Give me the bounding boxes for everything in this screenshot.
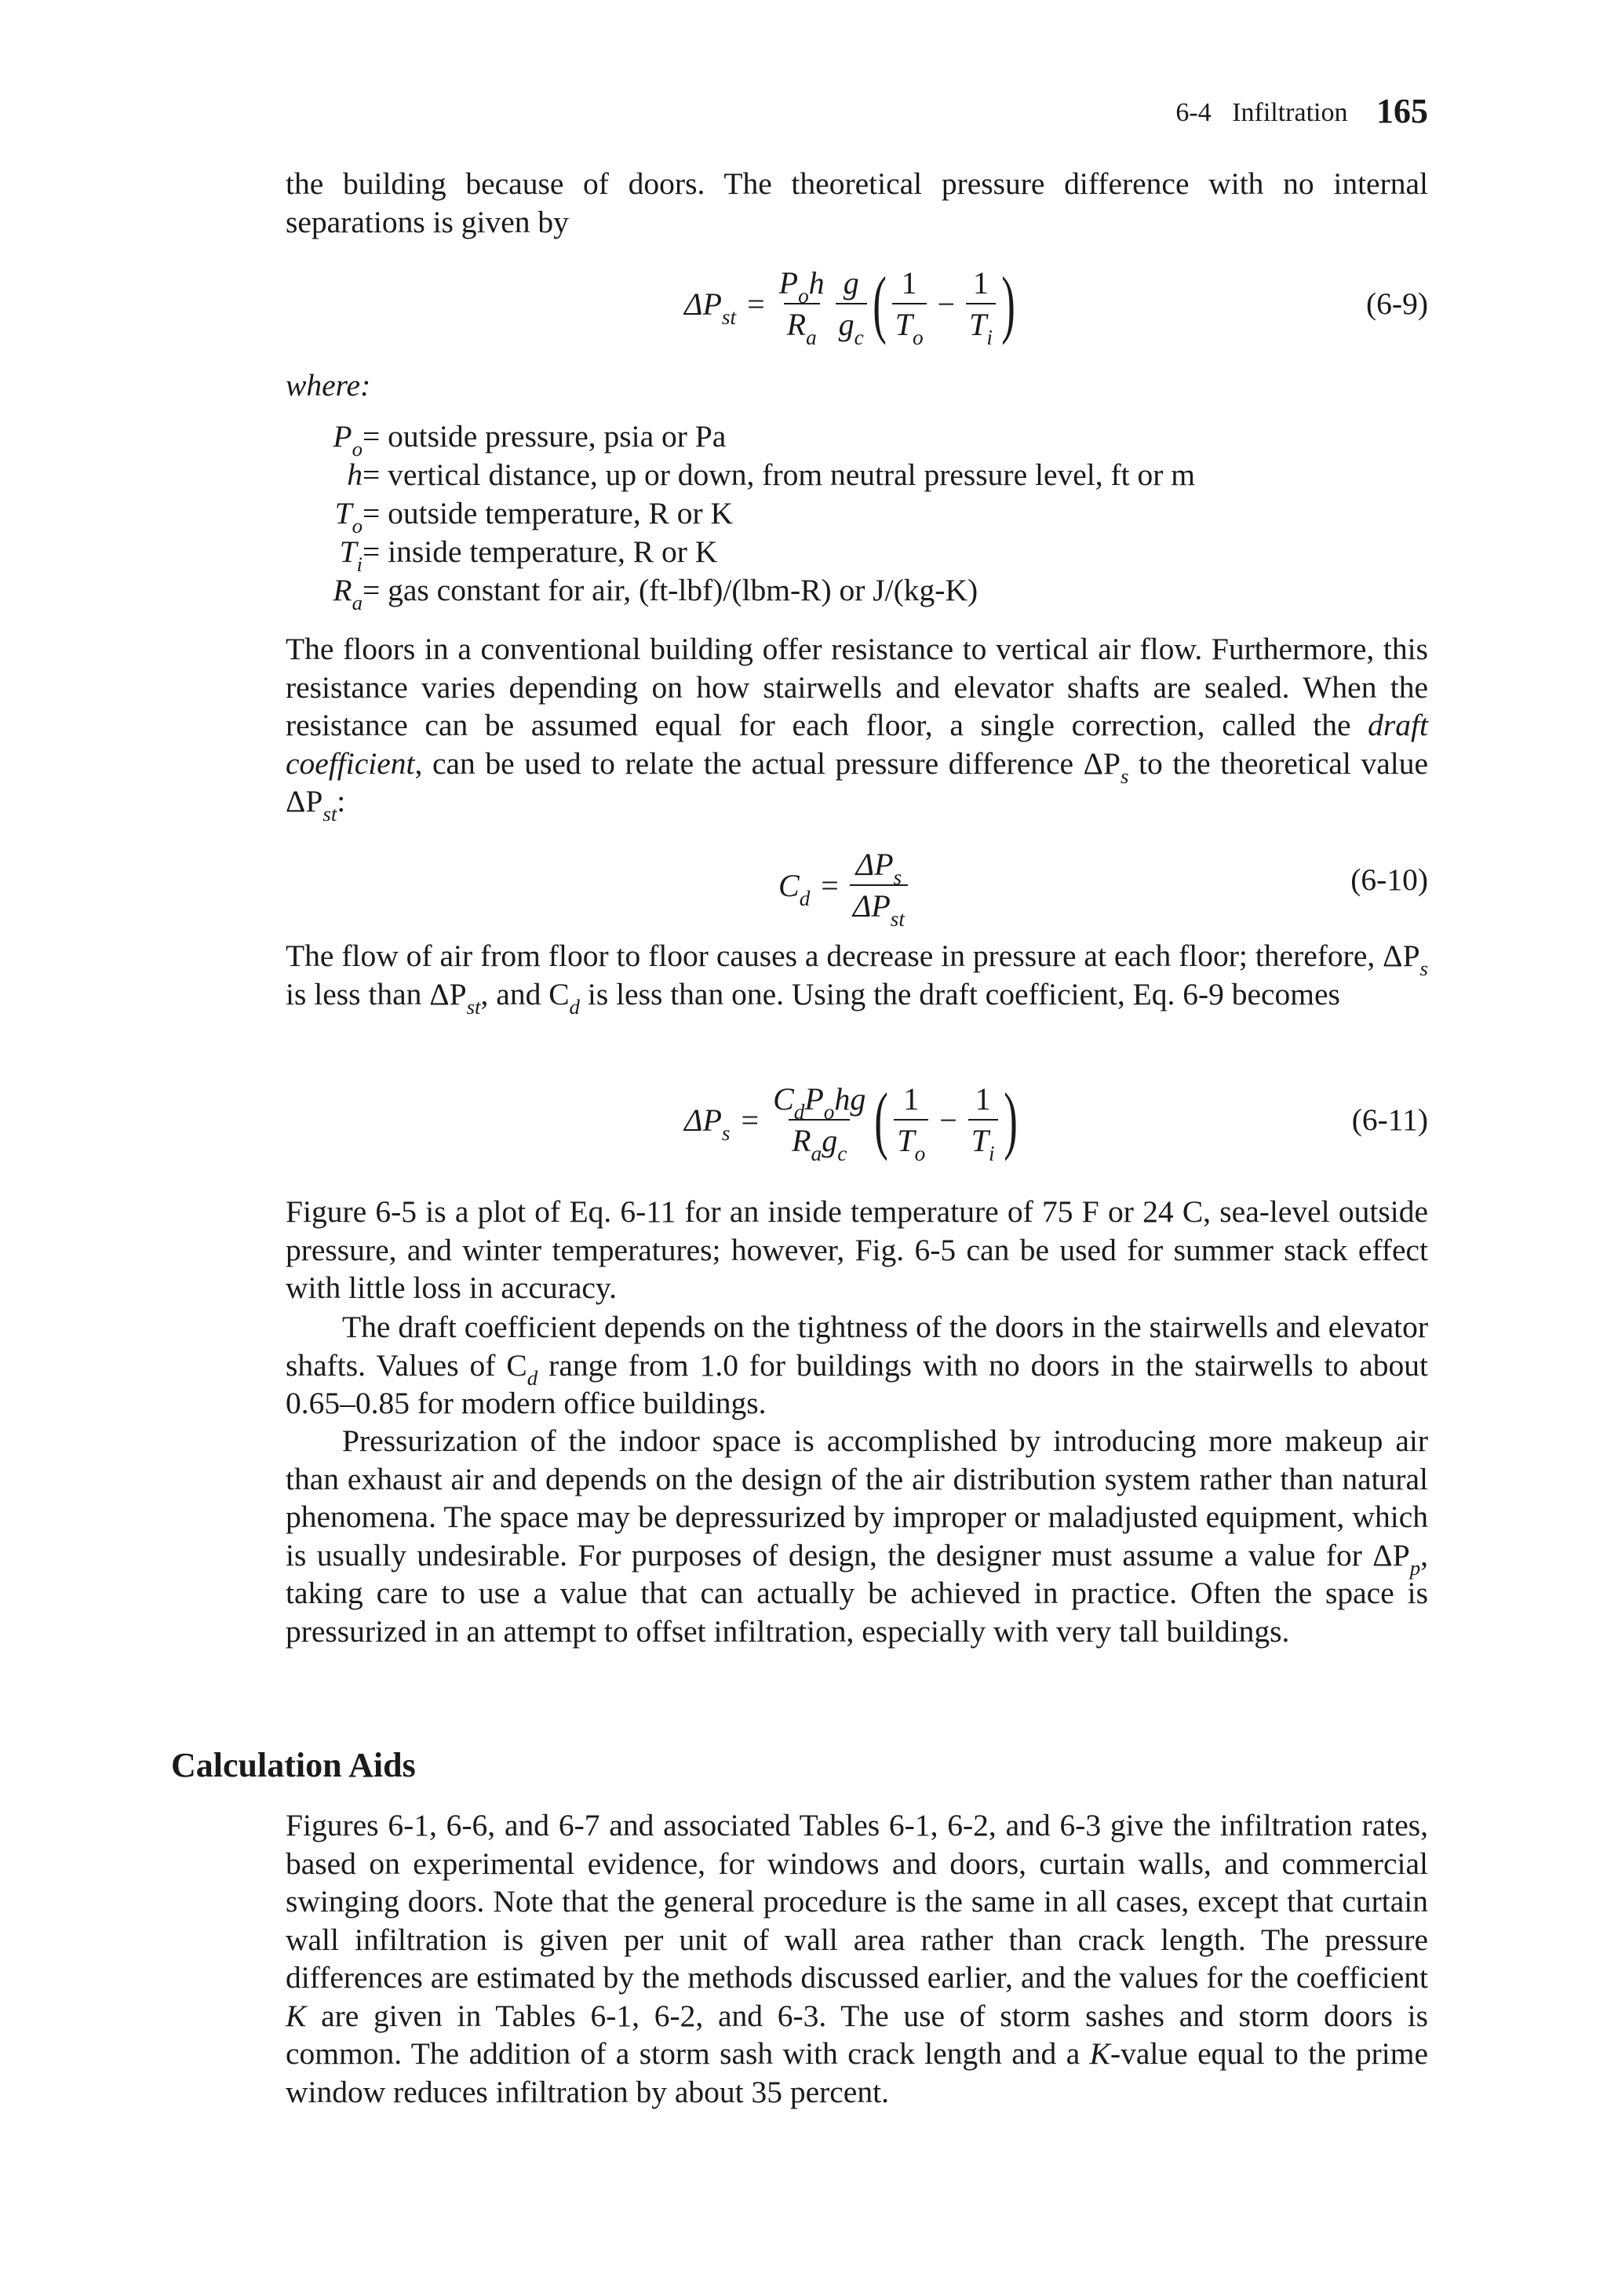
definition-item: $P_o$ = outside pressure, psia or Pa	[333, 419, 727, 461]
paragraph-figure-6-5: Figure 6-5 is a plot of Eq. 6-11 for an inside temperature of 75 F or 24 C, sea-level outside pressure, and winter temperatures; however, Fig. 6-5 can be used for summer stack effect with little loss in accuracy.	[286, 1194, 1428, 1305]
eq-fraction-cdpohg-over-ragc: $\frac{C_dP_ohg}{R_ag_c}$	[773, 1081, 866, 1166]
paragraph-calculation-aids: Figures 6-1, 6-6, and 6-7 and associated Tables 6-1, 6-2, and 6-3 give the infiltration rates, based on experimental evidence, for windows and doors, curtain walls, and commercial swinging doors. Note that the general procedure is the same in all cases, except that curtain wall infiltration is given per unit of wall area rather than crack length. The pressure differences are estimated by the methods discussed earlier, and the values for the coefficient K are given in Tables 6-1, 6-2, and 6-3. The use of storm sashes and storm doors is common. The addition of a storm sash with crack length and a K-value equal to the prime window reduces infiltration by about 35 percent.	[286, 1808, 1428, 2109]
eq-fraction-one-over-ti: $\frac{1}{T_i}$	[966, 264, 996, 343]
equation-number: (6-10)	[1350, 862, 1428, 897]
definition-item: $T_o$ = outside temperature, R or K	[334, 496, 734, 538]
eq-fraction-one-over-to: $\frac{1}{T_o}$	[892, 264, 927, 343]
paragraph-intro: the building because of doors. The theoretical pressure difference with no internal separations is given by	[286, 166, 1428, 239]
eq-fraction-ps-over-pst: $\frac{\Delta P_s}{\Delta P_{st}}$	[850, 846, 908, 924]
equation-number: (6-9)	[1366, 286, 1428, 321]
definition-item: $T_i$ = inside temperature, R or K	[339, 534, 718, 577]
definition-item: h = vertical distance, up or down, from neutral pressure level, ft or m	[347, 457, 1196, 492]
variable-definitions	[286, 417, 1196, 615]
eq-fraction-g-over-gc: $\frac{g}{g_c}$	[836, 264, 867, 343]
paragraph-floor-flow: The flow of air from floor to floor causes a decrease in pressure at each floor; therefore, $\Delta P_s$ is less than $\Delta P_{st}$, and $C_d$ is less than one. Using the draft coefficient, Eq. 6-9 becomes	[286, 938, 1428, 1019]
eq-lhs: $\Delta P_{st}$	[684, 286, 737, 329]
where-label: where:	[286, 368, 371, 403]
paragraph-draft-values: The draft coefficient depends on the tightness of the doors in the stairwells and elevator shafts. Values of $C_d$ range from 1.0 for buildings with no doors in the stairwells to about 0.65–0.85 for modern office buildings.	[286, 1310, 1429, 1420]
page-number: 165	[1376, 92, 1428, 130]
equation-6-11: $\Delta P_s$ = $\frac{C_dP_ohg}{R_ag_c}$ ( $\frac{1}{T_o}$ − $\frac{1}{T_i}$ ) (6-11)	[684, 1077, 1428, 1166]
paragraph-draft-coefficient: The floors in a conventional building offer resistance to vertical air flow. Furthermore, this resistance varies depending on how stairwells and elevator shafts are sealed. When the resistance can be assumed equal for each floor, a single correction, called the draft coefficient, can be used to relate the actual pressure difference $\Delta P_s$ to the theoretical value $\Delta P_{st}$:	[286, 632, 1428, 826]
definition-item: $R_a$ = gas constant for air, (ft-lbf)/(lbm-R) or J/(kg-K)	[333, 573, 978, 615]
eq-fraction-ph-over-ra: $\frac{P_oh}{R_a}$	[778, 265, 825, 350]
equation-6-10: $C_d$ = $\frac{\Delta P_s}{\Delta P_{st}}$ (6-10)	[778, 847, 1428, 931]
eq-fraction-one-over-to: $\frac{1}{T_o}$	[894, 1081, 928, 1159]
section-heading: Calculation Aids	[171, 1746, 416, 1784]
chapter-section-title: Infiltration	[1232, 98, 1348, 127]
equation-number: (6-11)	[1351, 1102, 1428, 1137]
section-number: 6-4	[1175, 98, 1212, 127]
eq-fraction-one-over-ti: $\frac{1}{T_i}$	[968, 1081, 998, 1159]
running-head	[1175, 88, 1428, 137]
equation-6-9: $\Delta P_{st}$ = $\frac{P_oh}{R_a}$ $\frac{g}{g_c}$ ( $\frac{1}{T_o}$ − $\frac{1}{T_i}$ ) (6-9)	[684, 261, 1428, 350]
paragraph-pressurization: Pressurization of the indoor space is accomplished by introducing more makeup air than exhaust air and depends on the design of the air distribution system rather than natural phenomena. The space may be depressurized by improper or maladjusted equipment, which is usually undesirable. For purposes of design, the designer must assume a value for $\Delta P_p$, taking care to use a value that can actually be achieved in practice. Often the space is pressurized in an attempt to offset infiltration, especially with very tall buildings.	[286, 1423, 1428, 1649]
